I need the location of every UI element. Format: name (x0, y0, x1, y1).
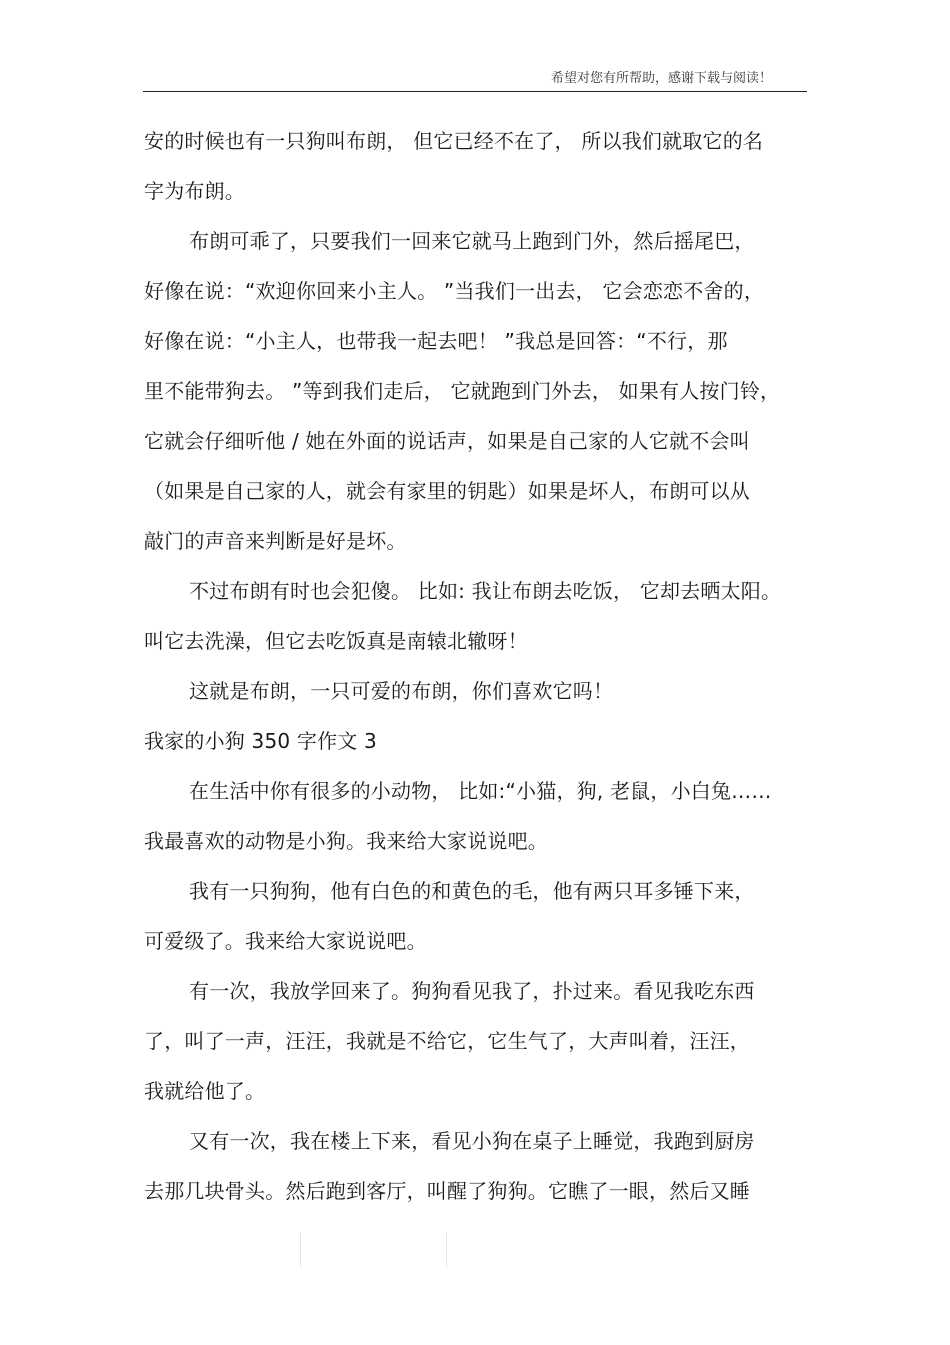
text-line: 安的时候也有一只狗叫布朗， 但它已经不在了， 所以我们就取它的名 (144, 129, 764, 153)
text-line: 敲门的声音来判断是好是坏。 (144, 529, 407, 553)
text-line: 我就给他了。 (144, 1079, 266, 1103)
text-line: 在生活中你有很多的小动物， 比如:“小猫，狗, 老鼠，小白兔…… (189, 779, 772, 803)
text-line: 这就是布朗，一只可爱的布朗，你们喜欢它吗！ (189, 679, 614, 703)
text-line: 布朗可乖了，只要我们一回来它就马上跑到门外，然后摇尾巴， (189, 229, 755, 253)
text-line: 可爱级了。我来给大家说说吧。 (144, 929, 427, 953)
text-line: 好像在说：“小主人，也带我一起去吧！ ”我总是回答：“不行，那 (144, 329, 728, 353)
text-line: 去那几块骨头。然后跑到客厅，叫醒了狗狗。它瞧了一眼，然后又睡 (144, 1179, 750, 1203)
text-line: 不过布朗有时也会犯傻。 比如: 我让布朗去吃饭， 它却去晒太阳。 (189, 579, 782, 603)
text-line: 了，叫了一声，汪汪，我就是不给它，它生气了，大声叫着，汪汪， (144, 1029, 750, 1053)
footer-divider (300, 1233, 301, 1267)
text-line: 叫它去洗澡，但它去吃饭真是南辕北辙呀！ (144, 629, 528, 653)
text-line: 好像在说：“欢迎你回来小主人。 ”当我们一出去， 它会恋恋不舍的， (144, 279, 765, 303)
header-divider (143, 91, 807, 92)
section-heading: 我家的小狗 350 字作文 3 (144, 729, 377, 753)
text-line: 里不能带狗去。 ”等到我们走后， 它就跑到门外去， 如果有人按门铃， (144, 379, 781, 403)
text-line: 它就会仔细听他 / 她在外面的说话声，如果是自己家的人它就不会叫 (144, 429, 750, 453)
text-line: 又有一次，我在楼上下来，看见小狗在桌子上睡觉，我跑到厨房 (189, 1129, 755, 1153)
text-line: （如果是自己家的人，就会有家里的钥匙）如果是坏人，布朗可以从 (144, 479, 750, 503)
footer-divider (446, 1233, 447, 1267)
text-line: 字为布朗。 (144, 179, 245, 203)
text-line: 我有一只狗狗，他有白色的和黄色的毛，他有两只耳多锤下来， (189, 879, 755, 903)
text-line: 我最喜欢的动物是小狗。我来给大家说说吧。 (144, 829, 548, 853)
header-text: 希望对您有所帮助，感谢下载与阅读！ (550, 71, 772, 86)
text-line: 有一次，我放学回来了。狗狗看见我了，扑过来。看见我吃东西 (189, 979, 755, 1003)
